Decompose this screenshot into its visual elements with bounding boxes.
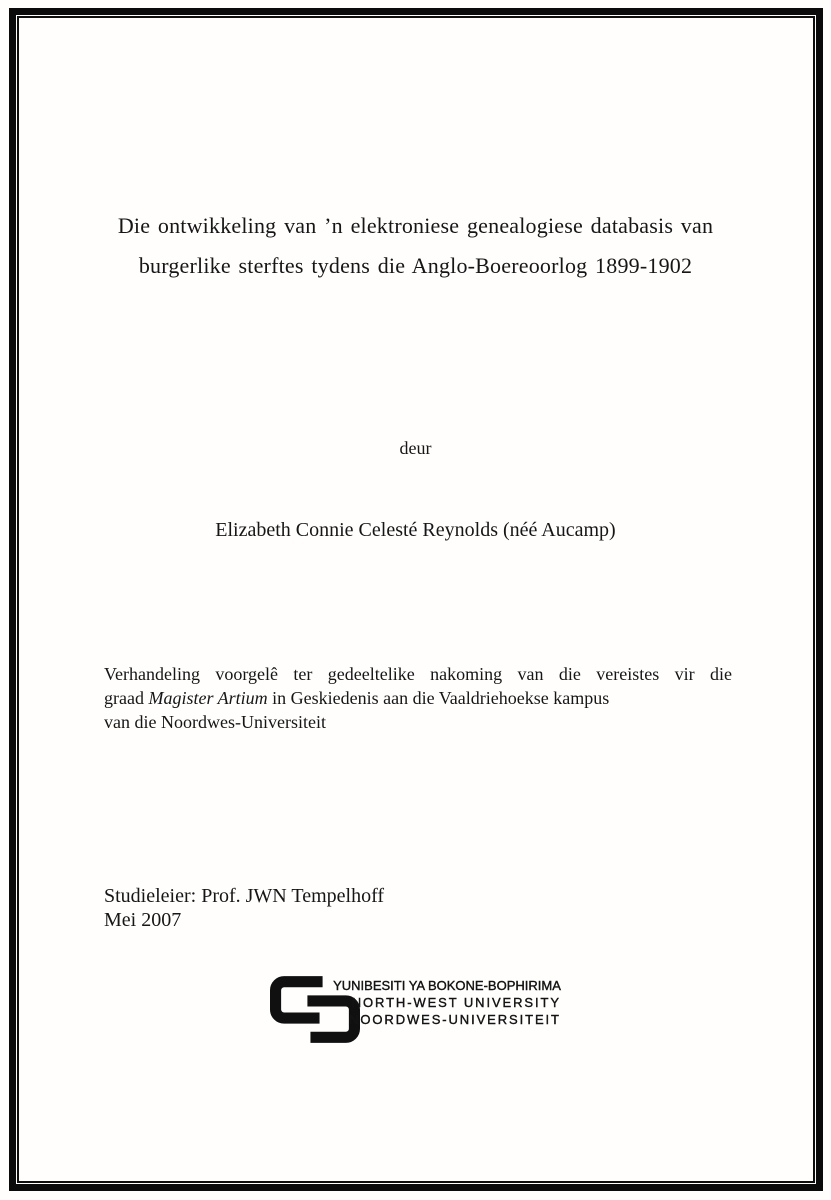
date-line: Mei 2007 <box>104 909 182 931</box>
submission-statement <box>104 662 732 734</box>
university-logo-text <box>333 977 561 1028</box>
logo-line-afrikaans: NOORDWES-UNIVERSITEIT <box>349 1012 561 1027</box>
supervisor-line: Studieleier: Prof. JWN Tempelhoff <box>104 885 385 907</box>
thesis-title-line2: burgerlike sterftes tydens die Anglo-Boereoorlog 1899-1902 <box>138 253 693 278</box>
byline-deur: deur <box>399 438 432 458</box>
submission-line2-prefix: graad <box>104 688 149 708</box>
thesis-title <box>60 206 771 286</box>
supervisor-block <box>104 884 384 932</box>
logo-line-english: NORTH-WEST UNIVERSITY <box>351 995 561 1010</box>
submission-line1: Verhandeling voorgelê ter gedeeltelike nakoming van die vereistes vir die <box>104 664 732 684</box>
thesis-title-line1: Die ontwikkeling van ’n elektroniese genealogiese databasis van <box>117 213 714 238</box>
author-name: Elizabeth Connie Celesté Reynolds (néé Aucamp) <box>215 519 616 541</box>
submission-line2 <box>104 686 732 710</box>
submission-line3: van die Noordwes-Universiteit <box>104 712 326 732</box>
logo-line-setswana: YUNIBESITI YA BOKONE-BOPHIRIMA <box>333 978 561 993</box>
university-logo <box>0 976 831 1043</box>
degree-name: Magister Artium <box>148 688 268 708</box>
submission-line2-suffix: in Geskiedenis aan die Vaaldriehoekse kampus <box>267 688 610 708</box>
